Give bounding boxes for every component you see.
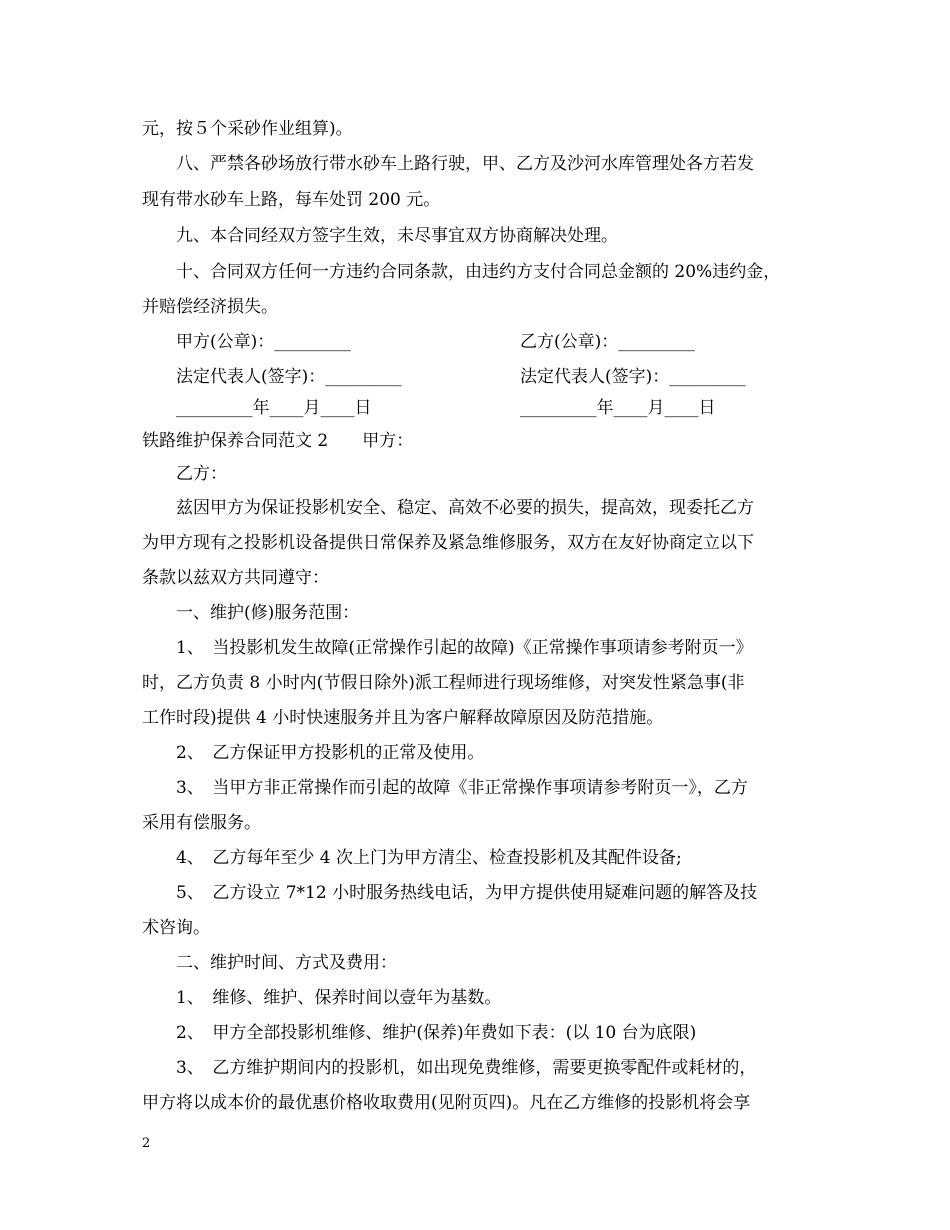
party-b-date: _________年____月____日 <box>520 398 716 418</box>
paragraph-line: 术咨询。 <box>142 918 210 938</box>
party-b-seal: 乙方(公章)：_________ <box>520 332 695 352</box>
paragraph-line: 兹因甲方为保证投影机安全、稳定、高效不必要的损失，提高效，现委托乙方 <box>176 498 754 518</box>
paragraph-line: 2、 甲方全部投影机维修、维护(保养)年费如下表：(以 10 台为底限) <box>176 1023 697 1043</box>
party-b-representative: 法定代表人(签字)：_________ <box>520 367 746 387</box>
party-a-seal: 甲方(公章)：_________ <box>176 332 351 352</box>
paragraph-line: 工作时段)提供 4 小时快速服务并且为客户解释故障原因及防范措施。 <box>142 708 664 728</box>
section-title: 铁路维护保养合同范文 2 甲方： <box>142 431 414 451</box>
section-heading: 一、维护(修)服务范围： <box>176 603 360 623</box>
paragraph-line: 3、 当甲方非正常操作而引起的故障《非正常操作事项请参考附页一》，乙方 <box>176 778 748 798</box>
paragraph-line: 并赔偿经济损失。 <box>142 297 278 317</box>
paragraph-line: 1、 维修、维护、保养时间以壹年为基数。 <box>176 988 502 1008</box>
paragraph-line: 3、 乙方维护期间内的投影机，如出现免费维修，需要更换零配件或耗材的， <box>176 1058 757 1078</box>
paragraph-line: 十、合同双方任何一方违约合同条款，由违约方支付合同总金额的 20%违约金， <box>176 262 781 282</box>
paragraph-line: 乙方： <box>176 464 227 484</box>
paragraph-line: 条款以兹双方共同遵守： <box>142 568 329 588</box>
paragraph-line: 为甲方现有之投影机设备提供日常保养及紧急维修服务，双方在友好协商定立以下 <box>142 533 754 553</box>
paragraph-line: 时，乙方负责 8 小时内(节假日除外)派工程师进行现场维修，对突发性紧急事(非 <box>142 673 745 693</box>
paragraph-line: 4、 乙方每年至少 4 次上门为甲方清尘、检查投影机及其配件设备; <box>176 848 682 868</box>
paragraph-line: 1、 当投影机发生故障(正常操作引起的故障)《正常操作事项请参考附页一》 <box>176 638 753 658</box>
party-a-date: _________年____月____日 <box>176 398 372 418</box>
paragraph-line: 元，按５个采砂作业组算)。 <box>142 119 353 139</box>
paragraph-line: 2、 乙方保证甲方投影机的正常及使用。 <box>176 743 485 763</box>
paragraph-line: 甲方将以成本价的最优惠价格收取费用(见附页四)。凡在乙方维修的投影机将会享 <box>142 1093 751 1113</box>
paragraph-line: 5、 乙方设立 7*12 小时服务热线电话，为甲方提供使用疑难问题的解答及技 <box>176 883 758 903</box>
paragraph-line: 现有带水砂车上路，每车处罚 200 元。 <box>142 190 441 210</box>
paragraph-line: 采用有偿服务。 <box>142 813 261 833</box>
section-heading: 二、维护时间、方式及费用： <box>176 953 397 973</box>
party-a-representative: 法定代表人(签字)：_________ <box>176 367 402 387</box>
page-number: 2 <box>142 1136 151 1151</box>
paragraph-line: 九、本合同经双方签字生效，未尽事宜双方协商解决处理。 <box>176 226 618 246</box>
paragraph-line: 八、严禁各砂场放行带水砂车上路行驶，甲、乙方及沙河水库管理处各方若发 <box>176 154 754 174</box>
